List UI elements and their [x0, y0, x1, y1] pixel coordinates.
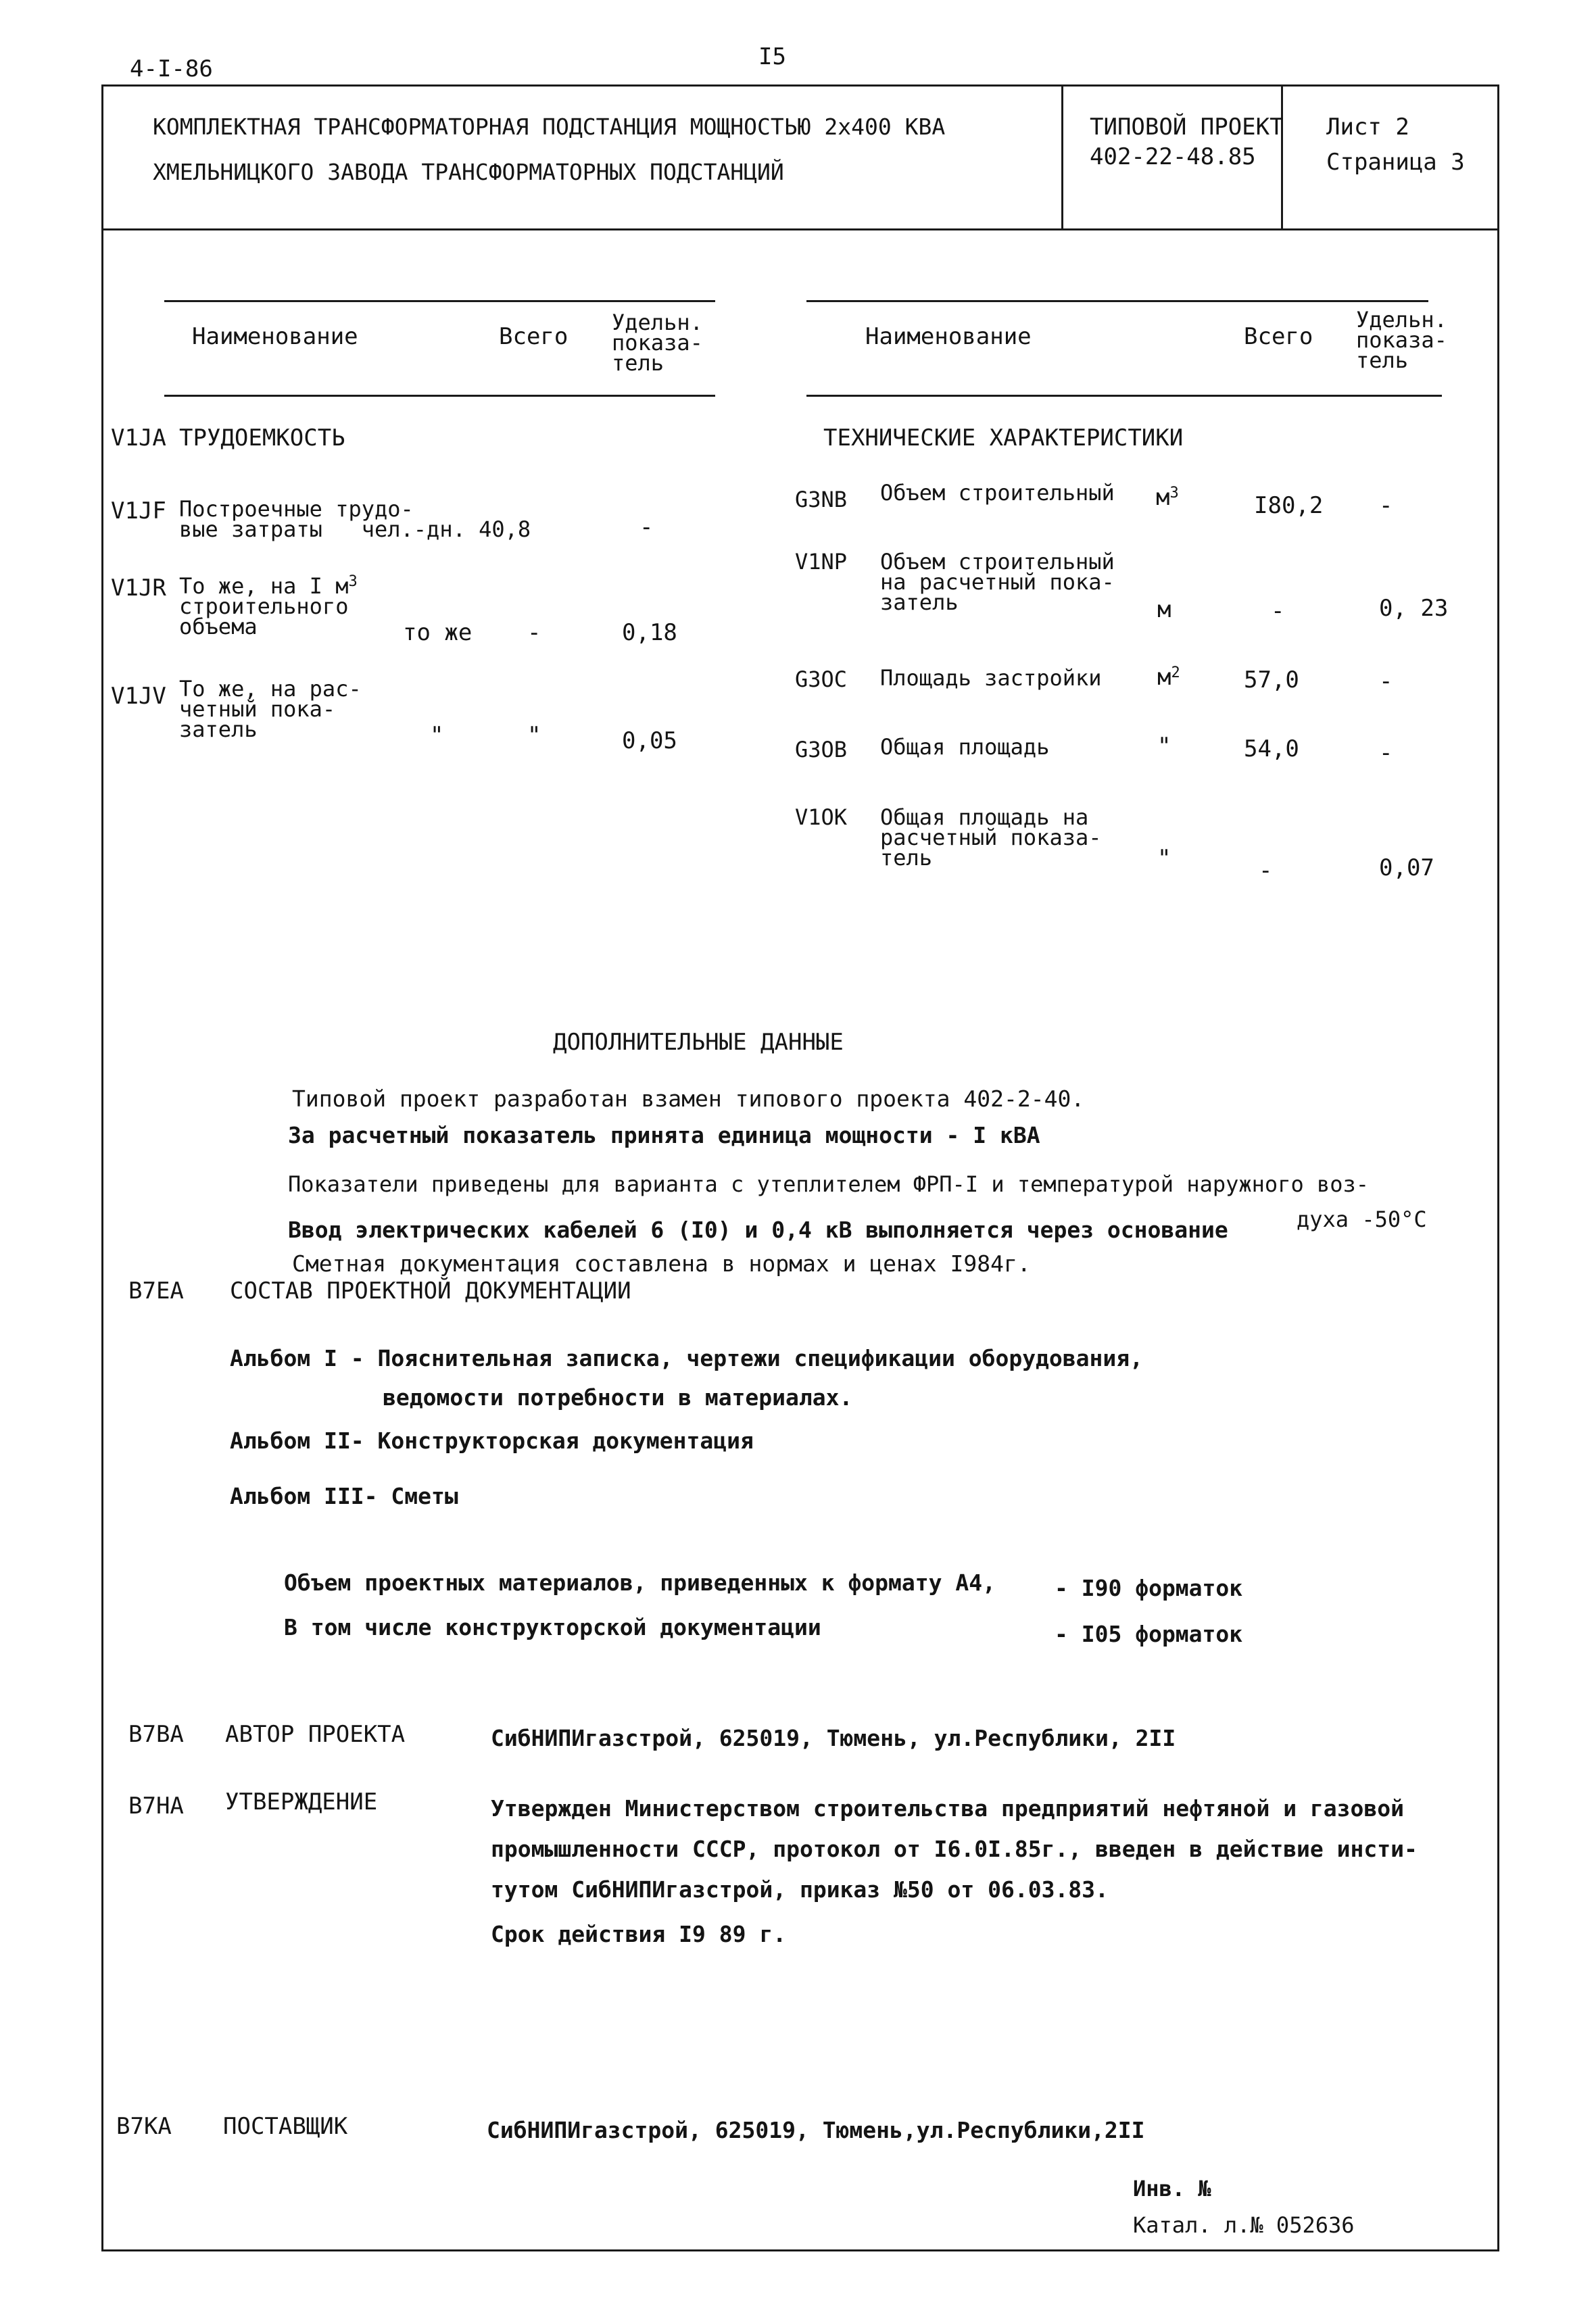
- left-header-name: Наименование: [192, 323, 358, 350]
- left-header-top-rule: [164, 300, 715, 302]
- row-name-line: То же, на рас-: [179, 676, 362, 702]
- additional-line: За расчетный показатель принята единица мощности - I кВА: [288, 1122, 1040, 1148]
- album-1-line: ведомости потребности в материалах.: [383, 1384, 853, 1411]
- row-code: G3OC: [795, 666, 848, 692]
- additional-line: Показатели приведены для варианта с утеплителем ФРП-I и температурой наружного воз-: [288, 1171, 1370, 1197]
- row-name-line: Площадь застройки: [880, 665, 1102, 691]
- design-value: - I05 форматок: [1055, 1621, 1243, 1647]
- row-code: V1OK: [795, 804, 848, 830]
- row-unit: $м^3$: [1156, 484, 1179, 511]
- author-code: B7BA: [128, 1721, 184, 1748]
- supplier-label: ПОСТАВЩИК: [223, 2113, 348, 2140]
- row-code: V1JF: [111, 497, 166, 525]
- author-value: СибНИПИгазстрой, 625019, Тюмень, ул.Республики, 2II: [491, 1725, 1176, 1751]
- row-unit: то же: [403, 619, 473, 646]
- inventory-number: Инв. №: [1133, 2176, 1211, 2201]
- row-name-line: четный пока-: [179, 696, 336, 722]
- additional-line: Типовой проект разработан взамен типового проекта 402-2-40.: [292, 1086, 1085, 1112]
- row-name-line: Построечные трудо-: [179, 496, 414, 522]
- row-total: -: [1259, 857, 1273, 884]
- row-name-line: расчетный показа-: [880, 825, 1102, 850]
- supplier-code: B7KA: [116, 2113, 172, 2140]
- row-name-line: Объем строительный: [880, 549, 1115, 575]
- right-header-name: Наименование: [865, 323, 1032, 350]
- album-1-line: Альбом I - Пояснительная записка, чертежи спецификации оборудования,: [230, 1345, 1144, 1371]
- author-label: АВТОР ПРОЕКТА: [225, 1721, 406, 1748]
- row-total: -: [527, 619, 541, 646]
- additional-line: Сметная документация составлена в нормах и ценах I984г.: [292, 1250, 1031, 1277]
- right-header-top-rule: [806, 300, 1428, 302]
- row-unit: ": [1157, 733, 1171, 760]
- right-header-total: Всего: [1244, 323, 1313, 350]
- row-name-line: Общая площадь: [880, 734, 1050, 760]
- row-name-line: тель: [880, 845, 933, 871]
- row-specific: -: [1379, 668, 1393, 695]
- row-unit: ": [1157, 845, 1171, 872]
- approval-line: промышленности СССР, протокол от I6.0I.85г., введен в действие инсти-: [491, 1836, 1418, 1862]
- supplier-value: СибНИПИгазстрой, 625019, Тюмень,ул.Республики,2II: [487, 2117, 1145, 2143]
- catalog-number: Катал. л.№ 052636: [1133, 2212, 1355, 2238]
- row-name-line: затель: [179, 716, 258, 742]
- right-header-specific-1: Удельн.: [1356, 307, 1447, 333]
- row-name-line: Объем строительный: [880, 480, 1115, 506]
- volume-label: Объем проектных материалов, приведенных к формату А4,: [284, 1569, 996, 1596]
- left-header-total: Всего: [499, 323, 569, 350]
- left-header-bottom-rule: [164, 395, 715, 397]
- row-specific: 0,18: [622, 619, 677, 646]
- row-name-line: То же, на I $м^3$: [179, 573, 358, 599]
- title-block-bottom-rule: [101, 228, 1497, 230]
- page-number: I5: [758, 43, 786, 70]
- row-unit: $м^2$: [1157, 664, 1180, 691]
- title-line-1: КОМПЛЕКТНАЯ ТРАНСФОРМАТОРНАЯ ПОДСТАНЦИЯ МОЩНОСТЬЮ 2х400 КВА: [153, 114, 946, 140]
- row-unit: м: [1157, 596, 1171, 623]
- page-frame: [101, 84, 1499, 2251]
- left-header-specific-1: Удельн.: [612, 310, 703, 335]
- title-divider-2: [1281, 84, 1283, 230]
- row-specific: 0,07: [1379, 854, 1434, 881]
- left-header-specific-2: показа-: [612, 330, 703, 356]
- left-section-code: V1JA: [111, 424, 166, 452]
- album-3: Альбом III- Сметы: [230, 1483, 458, 1509]
- row-total: ": [527, 722, 541, 749]
- row-code: V1NP: [795, 549, 848, 575]
- row-total: 54,0: [1244, 735, 1299, 762]
- approval-label: УТВЕРЖДЕНИЕ: [225, 1788, 378, 1816]
- composition-code: B7EA: [128, 1277, 184, 1305]
- row-name-line: на расчетный пока-: [880, 569, 1115, 595]
- row-total: -: [1271, 598, 1285, 625]
- approval-code: B7HA: [128, 1793, 184, 1820]
- right-header-specific-2: показа-: [1356, 327, 1447, 353]
- left-header-specific-3: тель: [612, 350, 664, 376]
- row-specific: 0, 23: [1379, 595, 1449, 622]
- page-label: Страница 3: [1326, 149, 1465, 176]
- row-name-line: Общая площадь на: [880, 804, 1089, 830]
- row-name-line: объема: [179, 614, 258, 639]
- approval-line: Утвержден Министерством строительства предприятий нефтяной и газовой: [491, 1795, 1405, 1822]
- project-label: ТИПОВОЙ ПРОЕКТ: [1090, 114, 1284, 141]
- row-code: G3OB: [795, 737, 848, 762]
- row-code: V1JV: [111, 683, 166, 710]
- title-line-2: ХМЕЛЬНИЦКОГО ЗАВОДА ТРАНСФОРМАТОРНЫХ ПОДСТАНЦИЙ: [153, 159, 784, 185]
- approval-line: тутом СибНИПИгазстрой, приказ №50 от 06.03.83.: [491, 1876, 1109, 1903]
- row-name-line: строительного: [179, 593, 349, 619]
- row-code: V1JR: [111, 575, 166, 602]
- album-2: Альбом II- Конструкторская документация: [230, 1428, 754, 1454]
- row-name-line: вые затраты чел.-дн. 40,8: [179, 516, 531, 542]
- volume-value: - I90 форматок: [1055, 1575, 1243, 1601]
- row-name-line: затель: [880, 589, 959, 615]
- composition-heading: СОСТАВ ПРОЕКТНОЙ ДОКУМЕНТАЦИИ: [230, 1277, 631, 1305]
- validity-period: Срок действия I9 89 г.: [491, 1921, 787, 1947]
- row-total: 57,0: [1244, 666, 1299, 693]
- right-header-bottom-rule: [806, 395, 1442, 397]
- right-header-specific-3: тель: [1356, 347, 1409, 373]
- row-specific: 0,05: [622, 727, 677, 754]
- project-number: 402-22-48.85: [1090, 143, 1256, 170]
- row-specific: -: [1379, 739, 1393, 766]
- row-specific: -: [639, 514, 654, 541]
- document-code: 4-I-86: [130, 55, 213, 82]
- title-divider-1: [1061, 84, 1063, 230]
- additional-line: духа -50°С: [1297, 1207, 1427, 1232]
- row-unit: ": [430, 722, 444, 749]
- row-total: I80,2: [1254, 492, 1324, 519]
- design-label: В том числе конструкторской документации: [284, 1614, 821, 1640]
- right-section-title: ТЕХНИЧЕСКИЕ ХАРАКТЕРИСТИКИ: [823, 424, 1184, 452]
- row-specific: -: [1379, 492, 1393, 519]
- additional-line: Ввод электрических кабелей 6 (I0) и 0,4 кВ выполняется через основание: [288, 1217, 1228, 1243]
- additional-heading: ДОПОЛНИТЕЛЬНЫЕ ДАННЫЕ: [553, 1029, 844, 1056]
- sheet-number: Лист 2: [1326, 114, 1409, 141]
- row-code: G3NB: [795, 487, 848, 512]
- left-section-title: ТРУДОЕМКОСТЬ: [179, 424, 345, 452]
